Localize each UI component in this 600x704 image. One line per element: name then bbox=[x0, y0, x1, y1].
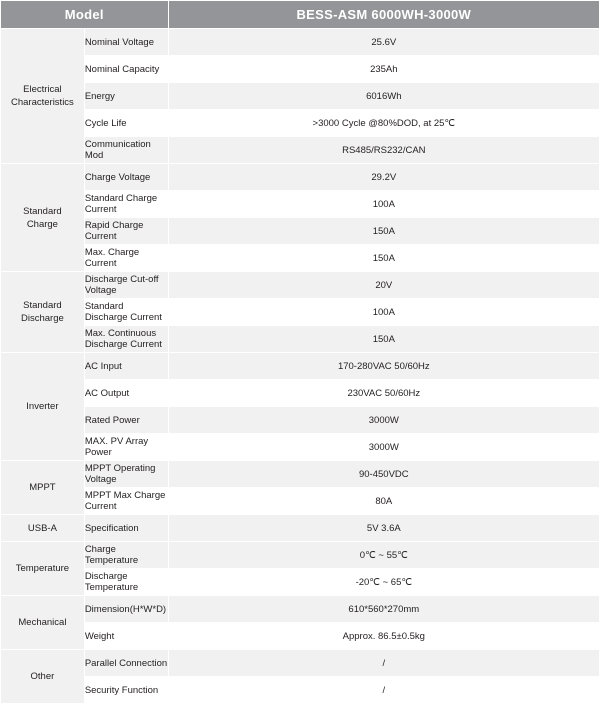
parameter-label: Charge Temperature bbox=[84, 542, 168, 569]
group-label-line: Characteristics bbox=[10, 97, 74, 108]
parameter-label: Rated Power bbox=[84, 407, 168, 434]
parameter-value: 230VAC 50/60Hz bbox=[168, 380, 599, 407]
table-row bbox=[1, 272, 600, 299]
group-label-line: Inverter bbox=[26, 401, 59, 412]
parameter-label: Parallel Connection bbox=[84, 650, 168, 677]
table-row bbox=[1, 164, 600, 191]
group-label bbox=[1, 353, 85, 461]
table-body bbox=[1, 29, 600, 704]
parameter-value: -20℃ ~ 65℃ bbox=[168, 569, 599, 596]
parameter-value: 80A bbox=[168, 488, 599, 515]
group-label-line: MPPT bbox=[29, 482, 56, 493]
parameter-value: 0℃ ~ 55℃ bbox=[168, 542, 599, 569]
parameter-label: Charge Voltage bbox=[84, 164, 168, 191]
parameter-value: 150A bbox=[168, 326, 599, 353]
parameter-label: Nominal Capacity bbox=[84, 56, 168, 83]
table-header-row bbox=[1, 1, 600, 29]
parameter-label: MPPT Operating Voltage bbox=[84, 461, 168, 488]
parameter-label: Communication Mod bbox=[84, 137, 168, 164]
parameter-label: Cycle Life bbox=[84, 110, 168, 137]
table-row bbox=[1, 461, 600, 488]
table-row bbox=[1, 110, 600, 137]
parameter-value: / bbox=[168, 650, 599, 677]
table-row bbox=[1, 353, 600, 380]
table-row bbox=[1, 245, 600, 272]
parameter-label: Discharge Temperature bbox=[84, 569, 168, 596]
group-label bbox=[1, 542, 85, 596]
parameter-label: Standard Charge Current bbox=[84, 191, 168, 218]
parameter-value: 100A bbox=[168, 299, 599, 326]
parameter-label: Security Function bbox=[84, 677, 168, 704]
parameter-label: Dimension(H*W*D) bbox=[84, 596, 168, 623]
parameter-label: MAX. PV Array Power bbox=[84, 434, 168, 461]
parameter-value: 25.6V bbox=[168, 29, 599, 56]
parameter-value: 170-280VAC 50/60Hz bbox=[168, 353, 599, 380]
parameter-label: Nominal Voltage bbox=[84, 29, 168, 56]
parameter-value: 29.2V bbox=[168, 164, 599, 191]
group-label-line: Temperature bbox=[15, 563, 70, 574]
parameter-label: Max. Charge Current bbox=[84, 245, 168, 272]
parameter-value: / bbox=[168, 677, 599, 704]
group-label bbox=[1, 650, 85, 704]
group-label-line: Standard bbox=[23, 205, 62, 217]
table-header bbox=[1, 1, 600, 29]
group-label-line: USB-A bbox=[27, 522, 57, 534]
table-row bbox=[1, 407, 600, 434]
group-label bbox=[1, 164, 85, 272]
parameter-value: 3000W bbox=[168, 434, 599, 461]
group-label-line: Mechanical bbox=[18, 617, 67, 628]
parameter-label: Max. Continuous Discharge Current bbox=[84, 326, 168, 353]
table-row bbox=[1, 488, 600, 515]
table-row bbox=[1, 218, 600, 245]
table-row bbox=[1, 380, 600, 407]
table-row bbox=[1, 569, 600, 596]
parameter-value: 610*560*270mm bbox=[168, 596, 599, 623]
table-row bbox=[1, 434, 600, 461]
table-row bbox=[1, 191, 600, 218]
parameter-value: 3000W bbox=[168, 407, 599, 434]
group-label bbox=[1, 596, 85, 650]
parameter-label: Weight bbox=[84, 623, 168, 650]
group-label bbox=[1, 515, 85, 542]
group-label-line: Charge bbox=[26, 218, 58, 230]
table-row bbox=[1, 677, 600, 704]
parameter-value: 100A bbox=[168, 191, 599, 218]
parameter-label: AC Output bbox=[84, 380, 168, 407]
group-label bbox=[1, 29, 85, 164]
parameter-value: Approx. 86.5±0.5kg bbox=[168, 623, 599, 650]
table-row bbox=[1, 299, 600, 326]
parameter-value: 6016Wh bbox=[168, 83, 599, 110]
header-model-label: Model bbox=[1, 1, 169, 29]
parameter-label: Specification bbox=[84, 515, 168, 542]
table-row bbox=[1, 137, 600, 164]
table-row bbox=[1, 29, 600, 56]
parameter-label: Discharge Cut-off Voltage bbox=[84, 272, 168, 299]
parameter-label: AC Input bbox=[84, 353, 168, 380]
table-row bbox=[1, 650, 600, 677]
table-row bbox=[1, 623, 600, 650]
parameter-label: MPPT Max Charge Current bbox=[84, 488, 168, 515]
parameter-value: 5V 3.6A bbox=[168, 515, 599, 542]
group-label bbox=[1, 461, 85, 515]
table-row bbox=[1, 515, 600, 542]
parameter-value: 235Ah bbox=[168, 56, 599, 83]
parameter-value: 20V bbox=[168, 272, 599, 299]
parameter-value: RS485/RS232/CAN bbox=[168, 137, 599, 164]
parameter-label: Rapid Charge Current bbox=[84, 218, 168, 245]
table-row bbox=[1, 326, 600, 353]
table-row bbox=[1, 83, 600, 110]
group-label bbox=[1, 272, 85, 353]
parameter-value: 90-450VDC bbox=[168, 461, 599, 488]
parameter-label: Standard Discharge Current bbox=[84, 299, 168, 326]
header-model-value: BESS-ASM 6000WH-3000W bbox=[168, 1, 599, 29]
group-label-line: Electrical bbox=[23, 84, 62, 95]
parameter-label: Energy bbox=[84, 83, 168, 110]
group-label-line: Other bbox=[30, 671, 55, 682]
group-label-line: Discharge bbox=[21, 313, 64, 324]
parameter-value: >3000 Cycle @80%DOD, at 25℃ bbox=[168, 110, 599, 137]
table-row bbox=[1, 56, 600, 83]
group-label-line: Standard bbox=[23, 300, 62, 311]
parameter-value: 150A bbox=[168, 245, 599, 272]
table-row bbox=[1, 542, 600, 569]
parameter-value: 150A bbox=[168, 218, 599, 245]
